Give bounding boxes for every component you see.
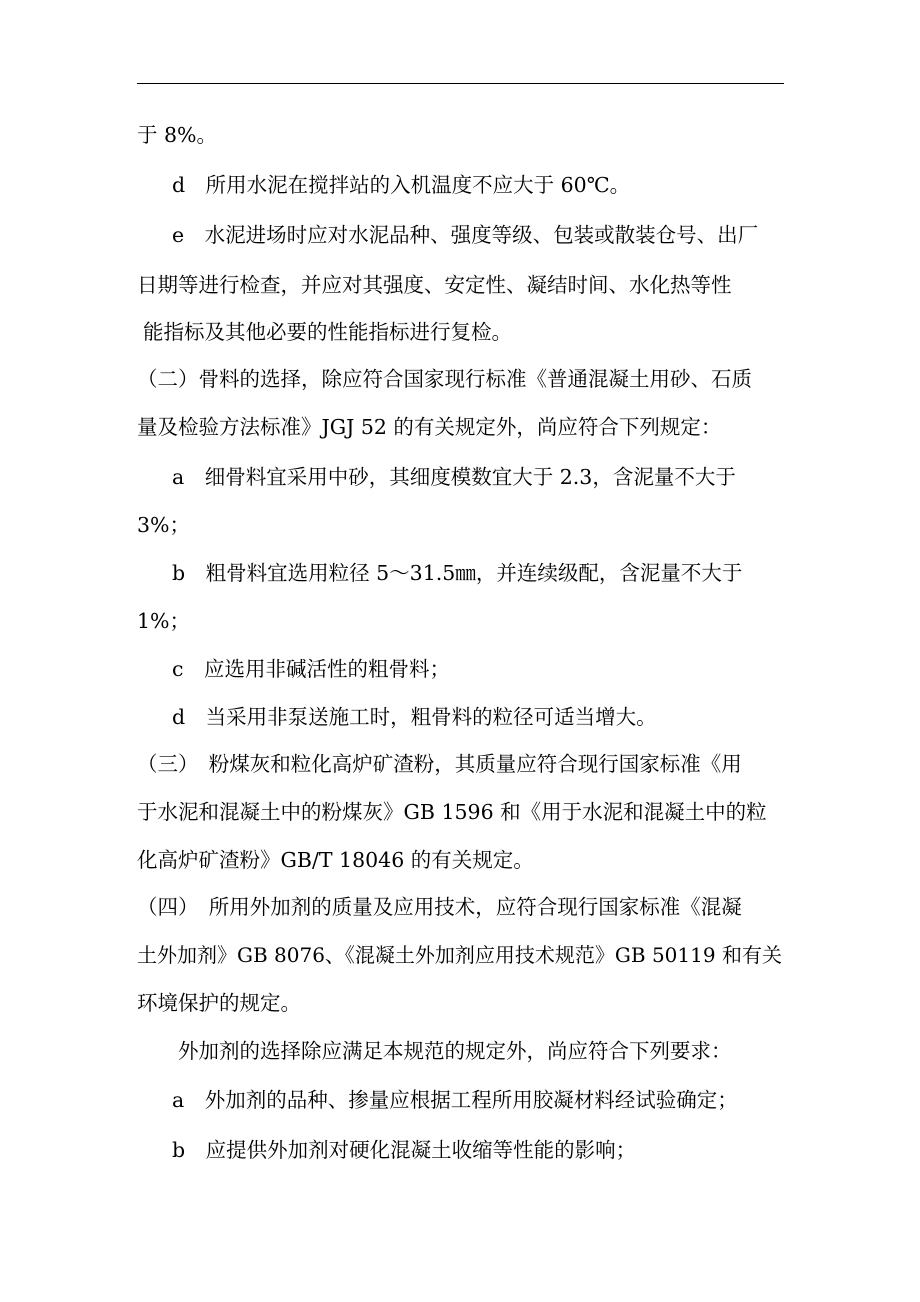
list-item-b: b 应提供外加剂对硬化混凝土收缩等性能的影响； [172, 1138, 637, 1162]
paragraph-intro: 外加剂的选择除应满足本规范的规定外，尚应符合下列要求： [178, 1039, 732, 1063]
list-item-c: c 应选用非碱活性的粗骨料； [172, 657, 450, 681]
section-four-heading: （四） 所用外加剂的质量及应用技术，应符合现行国家标准《混凝 [137, 895, 742, 919]
section-two-heading: （二）骨料的选择，除应符合国家现行标准《普通混凝土用砂、石质 [137, 367, 752, 391]
list-item-a: a 细骨料宜采用中砂，其细度模数宜大于 2.3，含泥量不大于 [172, 465, 736, 489]
list-item-a: a 外加剂的品种、掺量应根据工程所用胶凝材料经试验确定； [172, 1088, 738, 1112]
text-line: 化高炉矿渣粉》GB/T 18046 的有关规定。 [137, 848, 534, 872]
text-line: 土外加剂》GB 8076、《混凝土外加剂应用技术规范》GB 50119 和有关 [137, 943, 782, 967]
list-item-d: d 当采用非泵送施工时，粗骨料的粒径可适当增大。 [172, 705, 657, 729]
text-line: 日期等进行检查，并应对其强度、安定性、凝结时间、水化热等性 [137, 273, 732, 297]
text-line: 于水泥和混凝土中的粉煤灰》GB 1596 和《用于水泥和混凝土中的粒 [137, 800, 767, 824]
list-item-e: e 水泥进场时应对水泥品种、强度等级、包装或散装仓号、出厂 [172, 223, 759, 247]
header-rule [137, 83, 784, 84]
text-line: 3%； [137, 513, 191, 537]
text-line: 环境保护的规定。 [137, 991, 301, 1015]
text-line: 1%； [137, 609, 191, 633]
text-line: 能指标及其他必要的性能指标进行复检。 [143, 320, 512, 344]
list-item-b: b 粗骨料宜选用粒径 5～31.5㎜，并连续级配，含泥量不大于 [172, 561, 743, 585]
section-three-heading: （三） 粉煤灰和粒化高炉矿渣粉，其质量应符合现行国家标准《用 [137, 752, 742, 776]
text-line: 于 8%。 [137, 123, 218, 147]
text-line: 量及检验方法标准》JGJ 52 的有关规定外，尚应符合下列规定： [137, 415, 722, 439]
list-item-d: d 所用水泥在搅拌站的入机温度不应大于 60℃。 [172, 173, 631, 197]
